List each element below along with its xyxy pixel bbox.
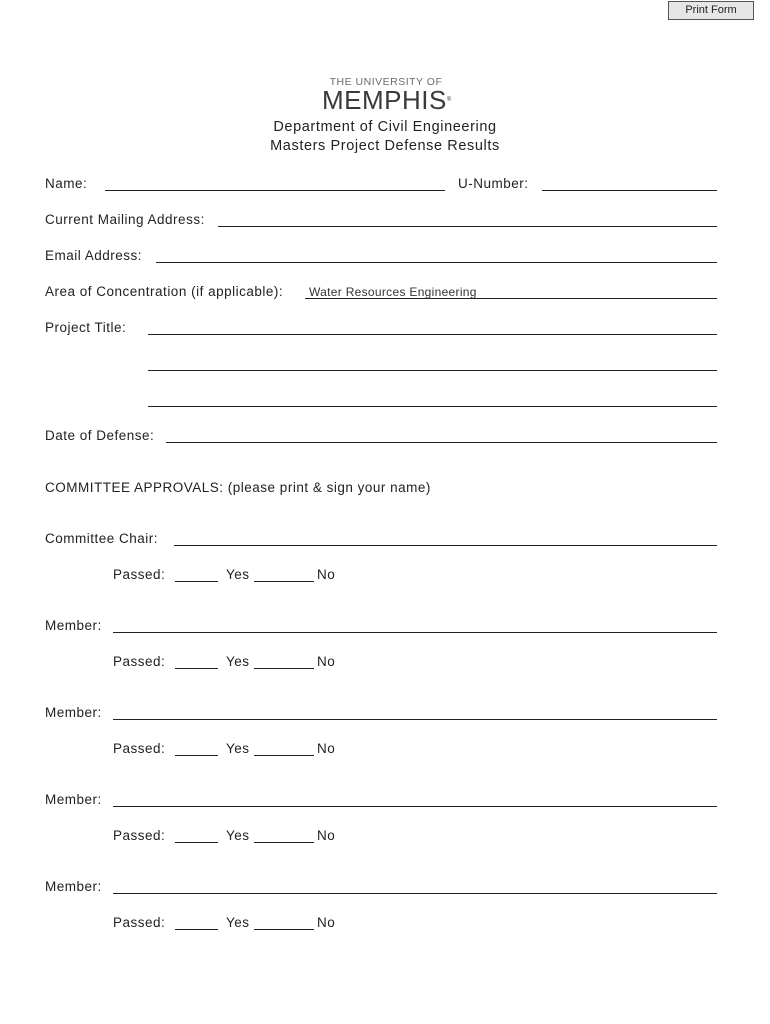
print-form-button[interactable]: Print Form [668,1,754,20]
registered-mark: ® [446,97,452,103]
project-title-field-3[interactable] [148,406,717,407]
member-field-3[interactable] [113,806,717,807]
no-label: No [317,741,336,756]
logo-main-text: MEMPHIS [322,85,447,115]
department-title: Department of Civil Engineering [273,119,497,135]
concentration-value: Water Resources Engineering [309,285,477,299]
university-logo [322,76,452,115]
project-title-field-2[interactable] [148,370,717,371]
project-title-field-1[interactable] [148,334,717,335]
member-label: Member: [45,705,102,720]
member-field-1[interactable] [113,632,717,633]
yes-label: Yes [226,828,250,843]
passed-yes-field[interactable] [175,842,218,843]
passed-label: Passed: [113,915,166,930]
committee-chair-label: Committee Chair: [45,531,159,546]
passed-no-field[interactable] [254,755,314,756]
passed-no-field[interactable] [254,668,314,669]
email-label: Email Address: [45,248,143,263]
passed-label: Passed: [113,828,166,843]
passed-label: Passed: [113,567,166,582]
project-title-label: Project Title: [45,320,127,335]
passed-yes-field[interactable] [175,581,218,582]
yes-label: Yes [226,654,250,669]
no-label: No [317,654,336,669]
member-label: Member: [45,879,102,894]
passed-label: Passed: [113,654,166,669]
mailing-address-label: Current Mailing Address: [45,212,205,227]
name-field[interactable] [105,190,445,191]
yes-label: Yes [226,915,250,930]
date-label: Date of Defense: [45,428,155,443]
committee-heading: COMMITTEE APPROVALS: (please print & sign your name) [45,480,431,495]
passed-yes-field[interactable] [175,755,218,756]
passed-no-field[interactable] [254,929,314,930]
name-label: Name: [45,176,88,191]
unumber-label: U-Number: [458,176,529,191]
unumber-field[interactable] [542,190,717,191]
no-label: No [317,915,336,930]
no-label: No [317,828,336,843]
passed-no-field[interactable] [254,581,314,582]
passed-yes-field[interactable] [175,929,218,930]
yes-label: Yes [226,741,250,756]
logo-top-text: THE UNIVERSITY OF [329,76,443,88]
member-label: Member: [45,792,102,807]
form-title: Masters Project Defense Results [270,138,500,154]
mailing-address-field[interactable] [218,226,717,227]
passed-no-field[interactable] [254,842,314,843]
email-field[interactable] [156,262,717,263]
committee-chair-field[interactable] [174,545,717,546]
passed-yes-field[interactable] [175,668,218,669]
yes-label: Yes [226,567,250,582]
date-field[interactable] [166,442,717,443]
member-label: Member: [45,618,102,633]
member-field-2[interactable] [113,719,717,720]
no-label: No [317,567,336,582]
member-field-4[interactable] [113,893,717,894]
passed-label: Passed: [113,741,166,756]
concentration-label: Area of Concentration (if applicable): [45,284,284,299]
